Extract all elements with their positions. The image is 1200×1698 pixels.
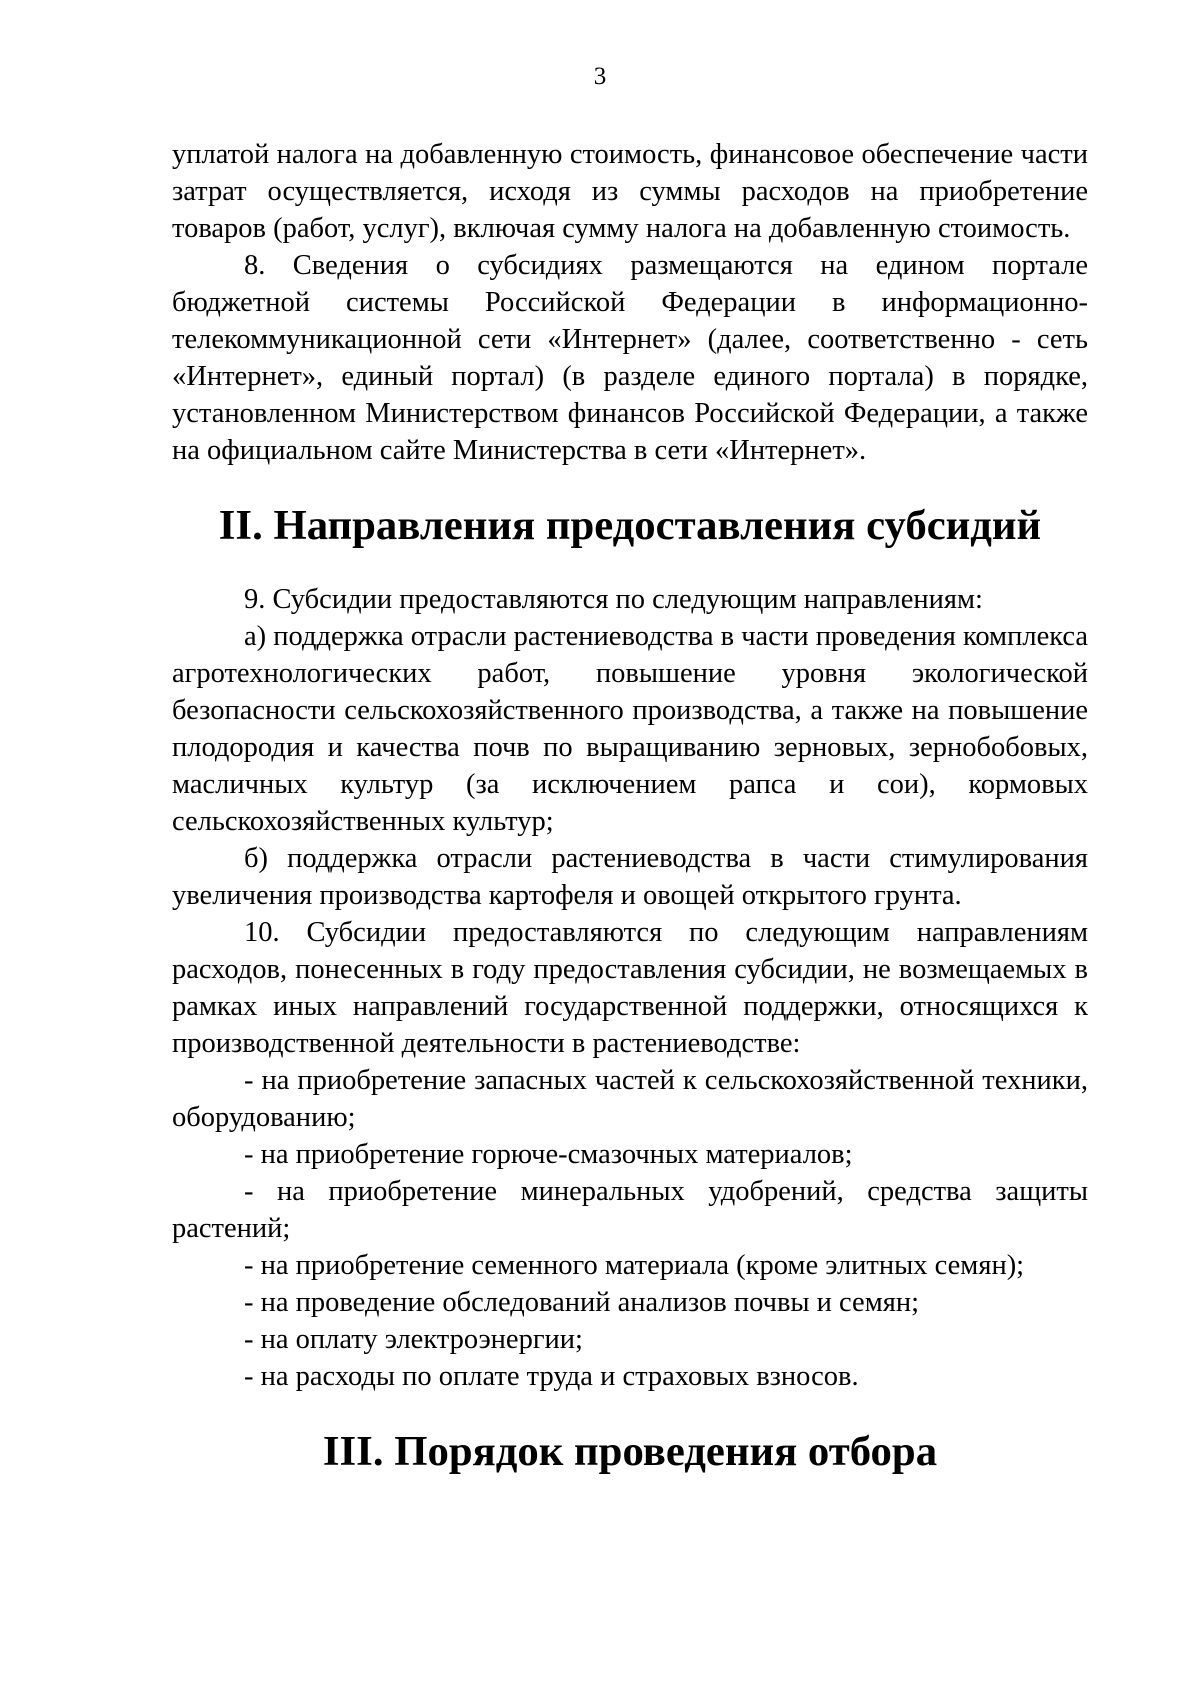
section-heading-2: II. Направления предоставления субсидий (218, 502, 1042, 549)
list-item-electricity: - на оплату электроэнергии; (244, 1324, 583, 1355)
paragraph-8: 8. Сведения о субсидиях размещаются на едином портале бюджетной системы Российской Федерации в информационно-телекоммуникационной сети «Интернет» (далее, соответственно - сеть «Интернет», единый портал) (в разделе единого портала) в порядке, установленном Министерством финансов Российской Федерации, а также на официальном сайте Министерства в сети «Интернет». (172, 250, 1088, 466)
list-item-spare-parts: - на приобретение запасных частей к сельскохозяйственной техники, оборудованию; (172, 1065, 1088, 1133)
section-heading-3: III. Порядок проведения отбора (322, 1428, 938, 1475)
list-item-soil-analysis: - на проведение обследований анализов почвы и семян; (244, 1287, 920, 1318)
list-item-seeds: - на приобретение семенного материала (кроме элитных семян); (244, 1250, 1025, 1281)
list-item-fuel: - на приобретение горюче-смазочных материалов; (244, 1139, 853, 1170)
document-body (172, 136, 1088, 1475)
paragraph-continuation: уплатой налога на добавленную стоимость, финансовое обеспечение части затрат осуществляется, исходя из суммы расходов на приобретение товаров (работ, услуг), включая сумму налога на добавленную стоимость. (172, 139, 1088, 244)
paragraph-9: 9. Субсидии предоставляются по следующим направлениям: (244, 584, 983, 615)
page-number: 3 (593, 63, 607, 90)
list-item-labor: - на расходы по оплате труда и страховых взносов. (244, 1361, 859, 1392)
paragraph-10: 10. Субсидии предоставляются по следующим направлениям расходов, понесенных в году предоставления субсидии, не возмещаемых в рамках иных направлений государственной поддержки, относящихся к производственной деятельности в растениеводстве: (172, 917, 1088, 1059)
paragraph-9a: а) поддержка отрасли растениеводства в части проведения комплекса агротехнологических работ, повышение уровня экологической безопасности сельскохозяйственного производства, а также на повышение плодородия и качества почв по выращиванию зерновых, зернобобовых, масличных культур (за исключением рапса и сои), кормовых сельскохозяйственных культур; (172, 621, 1088, 837)
list-item-fertilizers: - на приобретение минеральных удобрений, средства защиты растений; (172, 1176, 1088, 1244)
paragraph-9b: б) поддержка отрасли растениеводства в части стимулирования увеличения производства картофеля и овощей открытого грунта. (172, 843, 1088, 911)
